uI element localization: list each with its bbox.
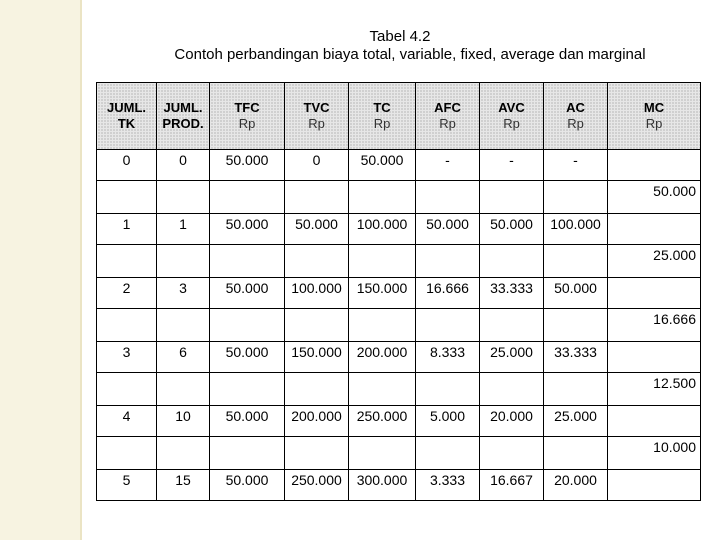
left-band-divider [80, 0, 82, 540]
cell-tc: 200.000 [349, 342, 416, 373]
cell-tk: 5 [97, 470, 157, 501]
table-row [97, 278, 701, 309]
cell-tc: 300.000 [349, 470, 416, 501]
cell-tvc: 50.000 [285, 214, 349, 245]
cell-tfc: 50.000 [210, 278, 285, 309]
cell-mc: 25.000 [608, 245, 701, 278]
header-afc: AFC Rp [416, 83, 480, 150]
cell-afc: 3.333 [416, 470, 480, 501]
cell-ac: 25.000 [544, 406, 608, 437]
cell-tfc: 50.000 [210, 342, 285, 373]
cell-prod: 6 [157, 342, 210, 373]
cell-avc: - [480, 150, 544, 181]
mc-row [97, 437, 701, 470]
cell-avc: 20.000 [480, 406, 544, 437]
cell-prod: 10 [157, 406, 210, 437]
header-row [97, 83, 701, 150]
cell-afc: 5.000 [416, 406, 480, 437]
table-row [97, 150, 701, 181]
header-juml-tk: JUML. TK [97, 83, 157, 150]
cell-mc: 16.666 [608, 309, 701, 342]
cell-tc: 250.000 [349, 406, 416, 437]
cell-prod: 1 [157, 214, 210, 245]
cost-comparison-table [96, 82, 701, 501]
cell-avc: 50.000 [480, 214, 544, 245]
header-mc: MC Rp [608, 83, 701, 150]
cell-tc: 150.000 [349, 278, 416, 309]
cell-mc-empty [608, 342, 701, 373]
cell-tvc: 100.000 [285, 278, 349, 309]
cell-ac: - [544, 150, 608, 181]
cell-tc: 100.000 [349, 214, 416, 245]
cell-prod: 0 [157, 150, 210, 181]
header-tfc: TFC Rp [210, 83, 285, 150]
cell-tk: 2 [97, 278, 157, 309]
cell-afc: - [416, 150, 480, 181]
mc-row [97, 245, 701, 278]
cell-tk: 1 [97, 214, 157, 245]
mc-row [97, 373, 701, 406]
cell-afc: 8.333 [416, 342, 480, 373]
cell-tfc: 50.000 [210, 470, 285, 501]
table-row [97, 406, 701, 437]
cell-mc-empty [608, 214, 701, 245]
cell-tvc: 250.000 [285, 470, 349, 501]
cell-ac: 20.000 [544, 470, 608, 501]
cell-prod: 3 [157, 278, 210, 309]
header-juml-prod: JUML. PROD. [157, 83, 210, 150]
cell-tc: 50.000 [349, 150, 416, 181]
cell-ac: 33.333 [544, 342, 608, 373]
table-row [97, 470, 701, 501]
cell-avc: 16.667 [480, 470, 544, 501]
cell-mc-empty [608, 278, 701, 309]
header-avc: AVC Rp [480, 83, 544, 150]
cell-mc: 12.500 [608, 373, 701, 406]
header-ac: AC Rp [544, 83, 608, 150]
cell-tvc: 150.000 [285, 342, 349, 373]
cell-mc-empty [608, 150, 701, 181]
mc-row [97, 181, 701, 214]
cell-tk: 3 [97, 342, 157, 373]
cell-afc: 50.000 [416, 214, 480, 245]
cell-ac: 50.000 [544, 278, 608, 309]
cell-tvc: 0 [285, 150, 349, 181]
table-title: Tabel 4.2 [369, 28, 431, 45]
mc-row [97, 309, 701, 342]
cell-mc-empty [608, 470, 701, 501]
cell-avc: 33.333 [480, 278, 544, 309]
header-tvc: TVC Rp [285, 83, 349, 150]
cell-mc-empty [608, 406, 701, 437]
table-subtitle: Contoh perbandingan biaya total, variable, fixed, average dan marginal [174, 46, 646, 63]
table-row [97, 342, 701, 373]
cell-avc: 25.000 [480, 342, 544, 373]
table-row [97, 214, 701, 245]
cell-afc: 16.666 [416, 278, 480, 309]
cell-tfc: 50.000 [210, 214, 285, 245]
cell-ac: 100.000 [544, 214, 608, 245]
cell-prod: 15 [157, 470, 210, 501]
cell-tk: 0 [97, 150, 157, 181]
cell-tfc: 50.000 [210, 150, 285, 181]
left-decorative-band [0, 0, 80, 540]
cell-tk: 4 [97, 406, 157, 437]
header-tc: TC Rp [349, 83, 416, 150]
cell-tvc: 200.000 [285, 406, 349, 437]
cell-mc: 50.000 [608, 181, 701, 214]
cell-mc: 10.000 [608, 437, 701, 470]
cell-tfc: 50.000 [210, 406, 285, 437]
